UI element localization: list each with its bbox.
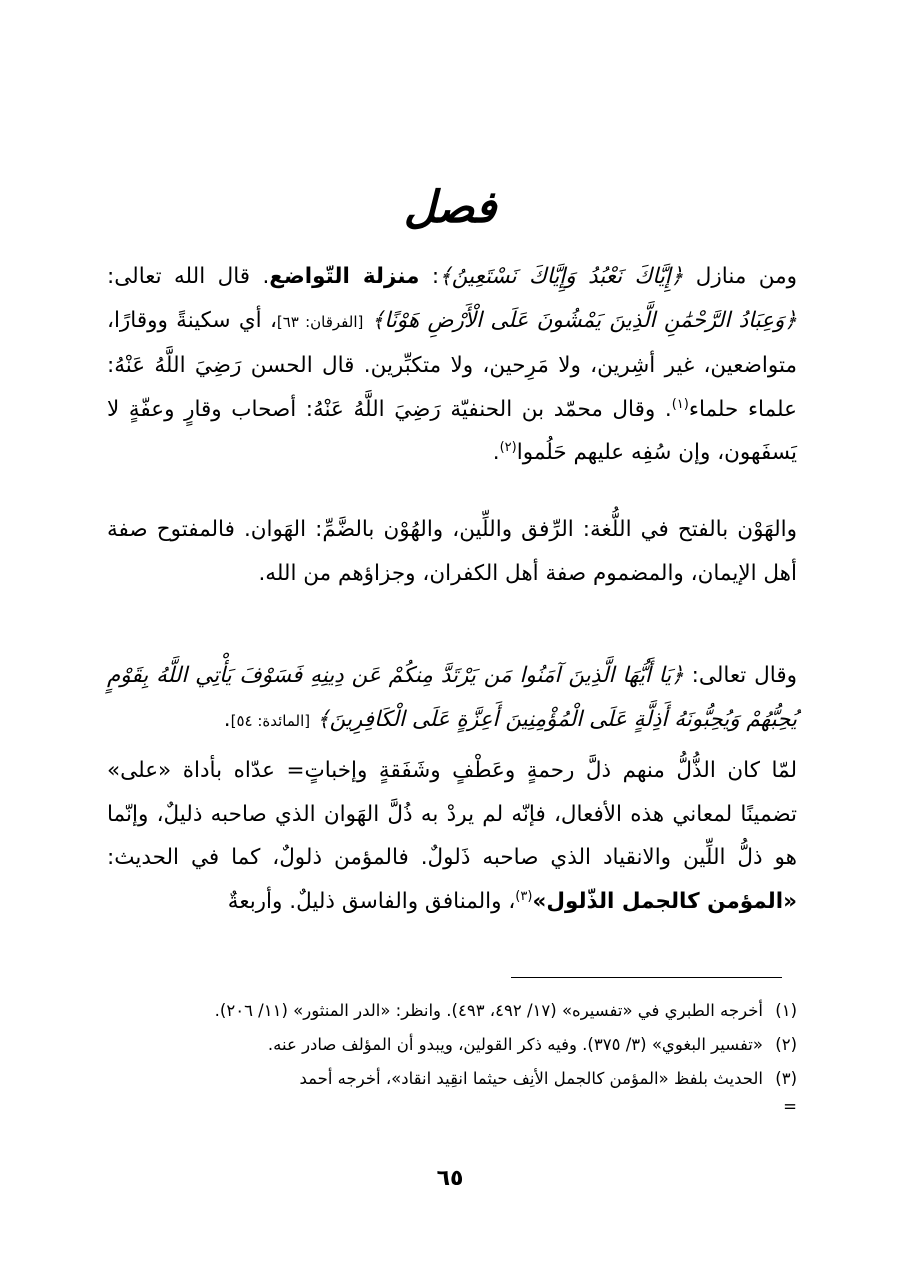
- footnote-marker-1[interactable]: (١): [671, 396, 689, 412]
- p1-text-5: . وقال محمّد بن الحنفيّة رَضِيَ اللَّهُ عَنْهُ: أصحاب وقارٍ وعفّةٍ لا يَسفَهون، وإن سُفِه عليهم حَلُموا: [107, 396, 797, 465]
- quran-verse-fatiha: ﴿إِيَّاكَ نَعْبُدُ وَإِيَّاكَ نَسْتَعِينُ﴾: [439, 264, 684, 289]
- surah-reference-furqan: [الفرقان: ٦٣]: [276, 312, 364, 331]
- footnote-number: (١): [775, 1001, 797, 1020]
- p1-text-1: ومن منازل: [695, 264, 798, 289]
- footnote-number: (٢): [775, 1035, 797, 1054]
- paragraph-3: [107, 654, 797, 743]
- footnote-text: الحديث بلفظ «المؤمن كالجمل الأنِف حيثما انقِيد انقاد»، أخرجه أحمد: [299, 1069, 763, 1088]
- footnote-text: أخرجه الطبري في «تفسيره» (١٧/ ٤٩٢، ٤٩٣). وانظر: «الدر المنثور» (١١/ ٢٠٦).: [214, 1001, 763, 1020]
- section-heading: فصل: [403, 182, 497, 233]
- p1-text-4: ، أي سكينةً ووقارًا، متواضعين، غير أشِرين، ولا مَرِحين، ولا متكبِّرين. قال الحسن رَضِيَ اللَّهُ عَنْهُ: علماء حلماء: [107, 307, 797, 422]
- paragraph-4: [107, 749, 797, 923]
- footnotes: [113, 994, 797, 1124]
- p1-text-6: .: [492, 440, 500, 465]
- quran-verse-maidah: ﴿يَا أَيُّهَا الَّذِينَ آمَنُوا مَن يَرْتَدَّ مِنكُمْ عَن دِينِهِ فَسَوْفَ يَأْتِي اللَّهُ بِقَوْمٍ يُحِبُّهُمْ وَيُحِبُّونَهُ أَذِلَّةٍ عَلَى الْمُؤْمِنِينَ أَعِزَّةٍ عَلَى الْكَافِرِينَ﴾: [107, 663, 797, 732]
- footnote-number: (٣): [775, 1069, 797, 1088]
- footnote-marker-2[interactable]: (٢): [499, 439, 517, 455]
- footnote-text: «تفسير البغوي» (٣/ ٣٧٥). وفيه ذكر القولين، ويبدو أن المؤلف صادر عنه.: [267, 1035, 763, 1054]
- footnote-1: [113, 994, 797, 1028]
- p1-text-3: . قال الله تعالى:: [107, 264, 270, 289]
- page-number: ٦٥: [436, 1166, 464, 1191]
- surah-reference-maidah: [المائدة: ٥٤]: [230, 711, 311, 730]
- hadith-quote: «المؤمن كالجمل الذّلول»: [532, 888, 797, 914]
- footnote-separator: [511, 977, 782, 978]
- footnote-3: [113, 1062, 797, 1096]
- p3-text-1: وقال تعالى:: [683, 663, 797, 688]
- quran-verse-furqan: ﴿وَعِبَادُ الرَّحْمَٰنِ الَّذِينَ يَمْشُونَ عَلَى الْأَرْضِ هَوْنًا﴾: [371, 307, 797, 333]
- p4-text-2: ، والمنافق والفاسق ذليلٌ. وأربعةٌ: [227, 888, 516, 914]
- p3-text-2: .: [223, 706, 231, 732]
- manzila-title: منزلة التّواضع: [269, 264, 420, 289]
- footnote-marker-3[interactable]: (٣): [515, 888, 533, 904]
- p1-text-2: :: [419, 264, 440, 289]
- continuation-mark: =: [783, 1097, 797, 1116]
- paragraph-2: والهَوْن بالفتح في اللُّغة: الرِّفق واللِّين، والهُوْن بالضَّمِّ: الهَوان. فالمفتوح صفة أهل الإيمان، والمضموم صفة أهل الكفران، وجزاؤهم من الله.: [107, 517, 797, 586]
- footnote-2: [113, 1028, 797, 1062]
- p4-text-1: لمّا كان الذُّلُّ منهم ذلَّ رحمةٍ وعَطْفٍ وشَفَقةٍ وإخباتٍ= عدّاه بأداة «على» تضمينًا لمعاني هذه الأفعال، فإنّه لم يردْ به ذُلَّ الهَوان الذي صاحبه ذليلٌ، وإنّما هو ذلُّ اللِّين والانقياد الذي صاحبه ذَلولٌ. فالمؤمن ذلولٌ، كما في الحديث:: [107, 758, 797, 870]
- paragraph-1: [107, 255, 797, 475]
